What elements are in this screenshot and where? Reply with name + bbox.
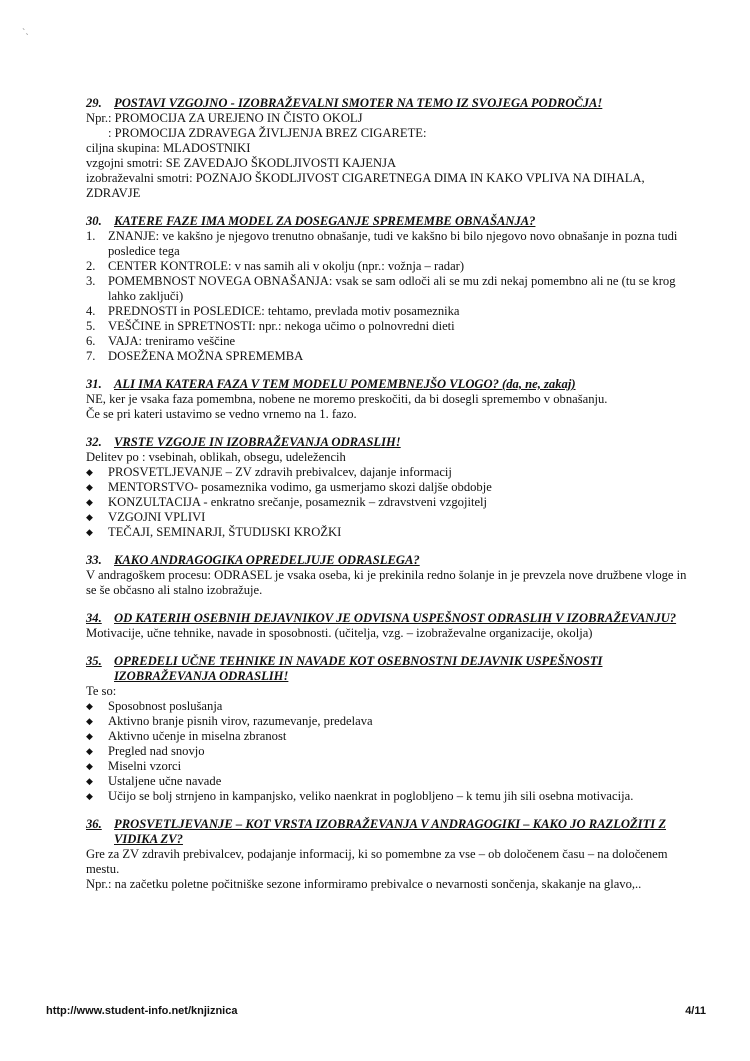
text-line: V andragoškem procesu: ODRASEL je vsaka oseba, ki je prekinila redno šolanje in je prevzela nove družbene vloge in se še občasno ali stalno izobražuje. bbox=[86, 568, 687, 597]
section-31 bbox=[86, 377, 692, 422]
text-line: Te so: bbox=[86, 684, 117, 698]
section-29 bbox=[86, 96, 692, 201]
text-line: NE, ker je vsaka faza pomembna, nobene ne moremo preskočiti, da bi dosegli spremembo v obnašanju. bbox=[86, 392, 608, 406]
question-heading: 33. KAKO ANDRAGOGIKA OPREDELJUJE ODRASLEGA? bbox=[86, 553, 420, 567]
question-heading: 29. POSTAVI VZGOJNO - IZOBRAŽEVALNI SMOTER NA TEMO IZ SVOJEGA PODROČJA! bbox=[86, 96, 603, 110]
text-line: Motivacije, učne tehnike, navade in sposobnosti. (učitelja, vzg. – izobraževalne organizacije, okolja) bbox=[86, 626, 593, 640]
list-item: ◆ Aktivno branje pisnih virov, razumevanje, predelava bbox=[86, 714, 373, 728]
document-body bbox=[86, 96, 692, 905]
scan-speck: ˋ˴ bbox=[22, 28, 29, 39]
list-item: 1. ZNANJE: ve kakšno je njegovo trenutno obnašanje, tudi ve kakšno bi bilo njegovo novo obnašanje in pozna tudi posledice tega bbox=[86, 229, 678, 258]
list-item: ◆ Aktivno učenje in miselna zbranost bbox=[86, 729, 287, 743]
bullet-icon: ◆ bbox=[86, 482, 93, 492]
text-line: izobraževalni smotri: POZNAJO ŠKODLJIVOST CIGARETNEGA DIMA IN KAKO VPLIVA NA DIHALA, ZDRAVJE bbox=[86, 171, 645, 200]
bullet-icon: ◆ bbox=[86, 467, 93, 477]
bullet-icon: ◆ bbox=[86, 776, 93, 786]
list-item: ◆ KONZULTACIJA - enkratno srečanje, posameznik – zdravstveni vzgojitelj bbox=[86, 495, 488, 509]
bullet-icon: ◆ bbox=[86, 761, 93, 771]
footer-url[interactable]: http://www.student-info.net/knjiznica bbox=[46, 1005, 238, 1017]
bullet-list bbox=[86, 465, 692, 540]
bullet-list bbox=[86, 699, 692, 804]
list-item: 4. PREDNOSTI in POSLEDICE: tehtamo, prevlada motiv posameznika bbox=[86, 304, 460, 318]
list-item: ◆ PROSVETLJEVANJE – ZV zdravih prebivalcev, dajanje informacij bbox=[86, 465, 452, 479]
bullet-icon: ◆ bbox=[86, 716, 93, 726]
text-line: Če se pri kateri ustavimo se vedno vrnemo na 1. fazo. bbox=[86, 407, 357, 421]
text-line: Gre za ZV zdravih prebivalcev, podajanje informacij, ki so pomembne za vse – ob določenem času – na določenem mestu. bbox=[86, 847, 668, 876]
section-30 bbox=[86, 214, 692, 364]
question-heading: 30. KATERE FAZE IMA MODEL ZA DOSEGANJE SPREMEMBE OBNAŠANJA? bbox=[86, 214, 536, 228]
bullet-icon: ◆ bbox=[86, 746, 93, 756]
list-item: ◆ MENTORSTVO- posameznika vodimo, ga usmerjamo skozi daljše obdobje bbox=[86, 480, 492, 494]
text-line: Delitev po : vsebinah, oblikah, obsegu, udeležencih bbox=[86, 450, 346, 464]
bullet-icon: ◆ bbox=[86, 527, 93, 537]
bullet-icon: ◆ bbox=[86, 791, 93, 801]
list-item: 5. VEŠČINE in SPRETNOSTI: npr.: nekoga učimo o polnovredni dieti bbox=[86, 319, 455, 333]
list-item: ◆ TEČAJI, SEMINARJI, ŠTUDIJSKI KROŽKI bbox=[86, 525, 342, 539]
list-item: ◆ Učijo se bolj strnjeno in kampanjsko, veliko naenkrat in poglobljeno – k temu jih sili osebna motivacija. bbox=[86, 789, 634, 803]
list-item: ◆ Sposobnost poslušanja bbox=[86, 699, 223, 713]
question-heading: 32. VRSTE VZGOJE IN IZOBRAŽEVANJA ODRASLIH! bbox=[86, 435, 401, 449]
text-line: Npr.: PROMOCIJA ZA UREJENO IN ČISTO OKOLJ bbox=[86, 111, 363, 125]
list-item: 2. CENTER KONTROLE: v nas samih ali v okolju (npr.: vožnja – radar) bbox=[86, 259, 465, 273]
list-item: 7. DOSEŽENA MOŽNA SPREMEMBA bbox=[86, 349, 304, 363]
section-34 bbox=[86, 611, 692, 641]
section-32 bbox=[86, 435, 692, 540]
page-number: 4/11 bbox=[685, 1005, 706, 1017]
list-item: 3. POMEMBNOST NOVEGA OBNAŠANJA: vsak se sam odloči ali se mu zdi nekaj pomembno ali ne (tu se krog lahko zaključi) bbox=[86, 274, 676, 303]
list-item: ◆ Pregled nad snovjo bbox=[86, 744, 205, 758]
bullet-icon: ◆ bbox=[86, 497, 93, 507]
list-item: ◆ VZGOJNI VPLIVI bbox=[86, 510, 206, 524]
bullet-icon: ◆ bbox=[86, 701, 93, 711]
bullet-icon: ◆ bbox=[86, 731, 93, 741]
question-heading: 31. ALI IMA KATERA FAZA V TEM MODELU POMEMBNEJŠO VLOGO? (da, ne, zakaj) bbox=[86, 377, 576, 391]
text-line: vzgojni smotri: SE ZAVEDAJO ŠKODLJIVOSTI KAJENJA bbox=[86, 156, 397, 170]
list-item: ◆ Miselni vzorci bbox=[86, 759, 182, 773]
question-heading: 36. PROSVETLJEVANJE – KOT VRSTA IZOBRAŽEVANJA V ANDRAGOGIKI – KAKO JO RAZLOŽITI Z VIDIKA ZV? bbox=[86, 817, 667, 846]
text-line: Npr.: na začetku poletne počitniške sezone informiramo prebivalce o nevarnosti sončenja, skakanje na glavo,.. bbox=[86, 877, 642, 891]
section-36 bbox=[86, 817, 692, 892]
list-item: 6. VAJA: treniramo veščine bbox=[86, 334, 236, 348]
text-line: : PROMOCIJA ZDRAVEGA ŽIVLJENJA BREZ CIGARETE: bbox=[108, 126, 427, 140]
section-35 bbox=[86, 654, 692, 804]
question-heading: 34. OD KATERIH OSEBNIH DEJAVNIKOV JE ODVISNA USPEŠNOST ODRASLIH V IZOBRAŽEVANJU? bbox=[86, 611, 677, 625]
phase-list bbox=[86, 229, 692, 364]
list-item: ◆ Ustaljene učne navade bbox=[86, 774, 222, 788]
question-heading: 35. OPREDELI UČNE TEHNIKE IN NAVADE KOT OSEBNOSTNI DEJAVNIK USPEŠNOSTI IZOBRAŽEVANJA ODRASLIH! bbox=[86, 654, 603, 683]
section-33 bbox=[86, 553, 692, 598]
bullet-icon: ◆ bbox=[86, 512, 93, 522]
text-line: ciljna skupina: MLADOSTNIKI bbox=[86, 141, 251, 155]
